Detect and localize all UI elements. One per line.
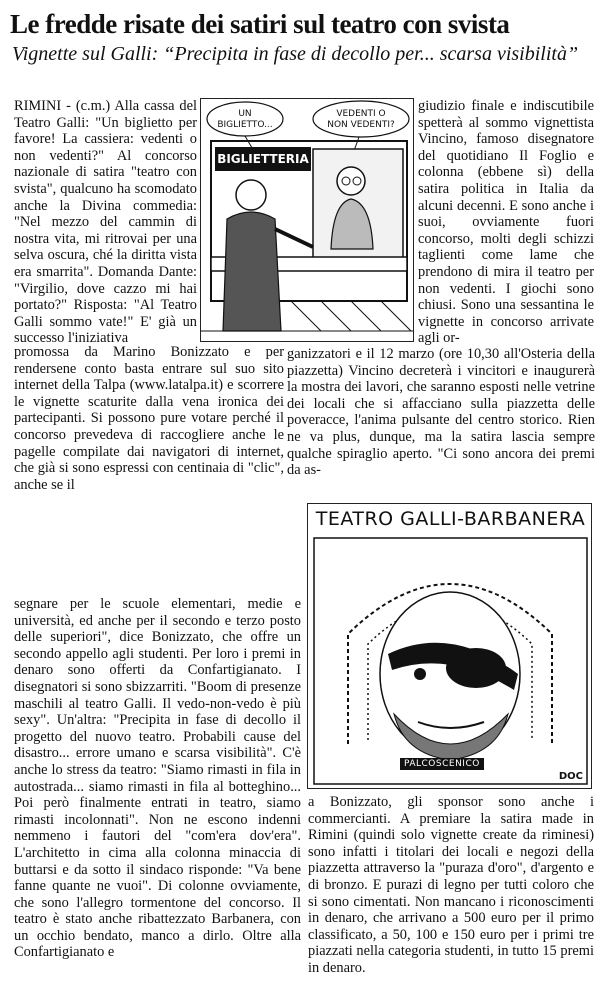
cartoon-barbanera-title: TEATRO GALLI-BARBANERA	[315, 508, 586, 530]
floor-tiles	[291, 301, 411, 331]
column-6-text: a Bonizzato, gli sponsor sono anche i commercianti. A premiare la satira made in Rimini (quindi solo vignette create da riminesi) sono infatti i titolari dei locali e negozi della piazzetta attraverso la "puraza d'oro", d'argento e di bronzo. E purazi di legno per tutti coloro che si sono cimentati. Non mancano i riconoscimenti in denaro, che arrivano a 500 euro per il primo classificato, a 50, 100 e 150 euro per i primi tre piazzati nella categoria studenti, in tutto 15 premi in denaro.	[308, 794, 594, 976]
article-column-5	[14, 596, 301, 961]
cartoon-ticket-office-drawing	[201, 99, 414, 342]
customer-head	[236, 180, 266, 210]
eyepatch	[446, 648, 506, 688]
column-1-text: RIMINI - (c.m.) Alla cassa del Teatro Galli: "Un biglietto per favore! La cassiera: vedenti o non vedenti?" Al concorso nazionale di satira "teatro con svista", qualcuno ha scomodato anche la Divina commedia: "Nel mezzo del cammin di nostra vita, mi ritrovai per una selva oscura, ché la diritta vista era smarrita". Domanda Dante: "Virgilio, dove cazzo mi hai portato?" Risposta: "Al Teatro Galli sommo vate!" E' già un successo l'iniziativa	[14, 98, 197, 347]
article-headline: Le fredde risate dei satiri sul teatro con svista	[10, 9, 510, 39]
column-4-text: ganizzatori e il 12 marzo (ore 10,30 all'Osteria della piazzetta) Vincino decreterà i vincitori e inaugurerà la mostra dei lavori, che saranno esposti nelle vetrine dei locali che si affacciano sulla piazzetta delle poveracce, l'anima pulsante del centro storico. Rien ne va plus, dunque, ma la satira lascia sempre qualche spiraglio aperto. "Ci sono ancora dei premi da as-	[287, 346, 595, 479]
cartoon-barbanera-signature: DOC	[558, 771, 583, 782]
article-column-3	[418, 98, 594, 347]
article-column-1	[14, 98, 197, 347]
bubble-right-line-2: NON VEDENTI?	[327, 120, 395, 130]
cartoon-barbanera	[307, 503, 592, 789]
customer-body	[223, 212, 281, 331]
article-column-2	[14, 344, 284, 493]
barbanera-eye	[414, 668, 426, 680]
bubble-right-line-1: VEDENTI O	[336, 109, 386, 119]
column-2-text: promossa da Marino Bonizzato e per rendersene conto basta entrare sul suo sito internet della Talpa (www.latalpa.it) e scorrere le vignette scaturite dalla vena ironica dei partecipanti. Si possono pure votare perché il concorso prevedeva di raccogliere anche le pagelle compilate dai navigatori di internet, che già si sono espressi con centinaia di "clic", anche se il	[14, 344, 284, 493]
article-subheadline: Vignette sul Galli: “Precipita in fase di decollo per... scarsa visibilità”	[12, 43, 579, 65]
booth-sign-text: BIGLIETTERIA	[217, 152, 309, 166]
article-column-4	[287, 346, 595, 479]
bubble-left-line-2: BIGLIETTO...	[217, 120, 273, 130]
column-3-text: giudizio finale e indiscutibile spetterà al sommo vignettista Vincino, famoso disegnatore del quotidiano Il Foglio e colonna (ebbene sì) della satira politica in Italia da alcuni decenni. E sono anche i suoi, ovviamente fuori concorso, molti degli schizzi taglienti come lame che prendono di mira il teatro per non vedenti. I giochi sono chiusi. Sono una sessantina le vignette in concorso arrivate agli or-	[418, 98, 594, 347]
customer-arm	[275, 229, 313, 247]
bubble-left-line-1: UN	[238, 109, 252, 119]
cartoon-barbanera-stage-label: PALCOSCENICO	[400, 758, 484, 770]
speech-bubble-customer	[207, 102, 283, 136]
column-5-text: segnare per le scuole elementari, medie e università, ed anche per il secondo e terzo posto delle superiori", dice Bonizzato, che offre un secondo appello agli studenti. Per loro i premi in denaro sono offerti da Confartigianato. I disegnatori si sono sbizzarriti. "Boom di presenze maschili al teatro Galli. Il vedo-non-vedo è più sexy". Un'altra: "Precipita in fase di decollo il progetto del nuovo teatro. Probabili cause del disastro... errore umano e scarsa visibilità". C'è anche lo stress da teatro: "Siamo rimasti in fila in autostrada... siamo rimasti in fila al botteghino... Poi però finalmente entrati in teatro, siamo rimasti incolonnati". Non ne escono indenni nemmeno i fautori del "com'era dov'era". L'architetto in cima alla colonna minaccia di buttarsi e da sotto il sindaco risponde: "Va bene fanne quante ne vuoi". Di colonne ovviamente, che sono l'allegro tormentone del concorso. Il teatro è stato anche ribattezzato Barbanera, con un occhio bendato, manco a dirlo. Oltre alla Confartigianato e	[14, 596, 301, 961]
article-column-6	[308, 794, 594, 977]
speech-bubble-cashier	[313, 101, 409, 137]
cartoon-ticket-office	[200, 98, 414, 342]
cartoon-barbanera-drawing	[308, 504, 592, 789]
